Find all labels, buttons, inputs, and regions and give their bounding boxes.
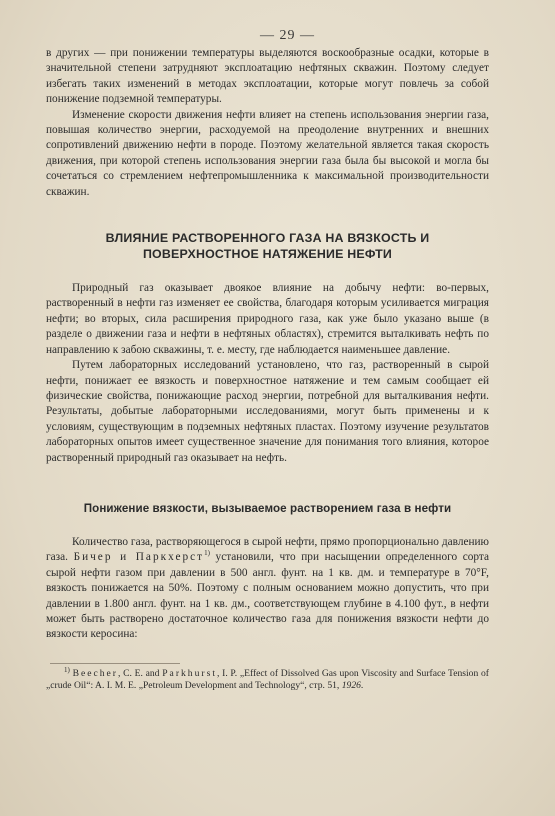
footnote-mid: , C. E. and xyxy=(118,667,160,679)
footnote-author-1: Beecher xyxy=(72,667,119,679)
paragraph-viscosity xyxy=(46,535,489,643)
footnote-divider xyxy=(50,663,180,664)
subsection-title: Понижение вязкости, вызываемое растворением газа в нефти xyxy=(83,501,452,515)
paragraph-viscosity-start: Количество газа, растворяющегося в сырой нефти, прямо пропорционально давлению газа. xyxy=(46,535,489,564)
author-names: Бичер и Паркхерст xyxy=(73,551,205,564)
paragraph-gas-influence: Природный газ оказывает двоякое влияние на добычу нефти: во-первых, растворенный в нефти газ изменяет ее свойства, благодаря которым усиливается миграция нефти; во вторых, сила расширения природного газа, как уже было указано выше (в разделе о движении газа и нефти в нефтяных областях), стремится выталкивать нефть по направлению к забою скважины, т. е. месту, где наблюдается наименьшее давление. xyxy=(46,282,489,356)
footnote xyxy=(46,665,489,693)
page-number: — 29 — xyxy=(260,28,315,43)
footnote-text: , I. P. „Effect of Dissolved Gas upon Viscosity and Surface Tension of „crude Oil“: A. I. M. E. „Petroleum Development and Technology“, стр. 51, xyxy=(46,667,489,692)
footnote-mark: 1) xyxy=(64,665,70,674)
paragraph-viscosity-end: установили, что при насыщении определенного сорта сырой нефти газом при давлении в 500 англ. фунт. на 1 кв. дм. и температуре в 70°F, вязкость понижается на 50%. Поэтому с полным основанием можно допустить, что при давлении в 1.800 англ. фунт. на 1 кв. дм., соответствующем глубине в 4.100 фут., в нефти может быть растворено достаточное количество газа для понижения вязкости нефти до вязкости керосина: xyxy=(46,551,490,641)
paragraph-oil-speed: Изменение скорости движения нефти влияет на степень использования энергии газа, повышая количество энергии, расходуемой на преодоление внутренних и внешних сопротивлений движению нефти в породе. Поэтому желательной является такая скорость движения, при которой степень использования энергии газа была бы высокой и могла бы сочетаться со стремлением нефтепромышленника к максимальной производительности скважин. xyxy=(46,108,489,198)
footnote-end: . xyxy=(360,680,364,692)
paragraph-continuation: в других — при понижении температуры выделяются воскообразные осадки, которые в значительной степени затрудняют эксплоатацию нефтяных скважин. Поэтому следует избегать таких изменений в методах эксплоатации, которые могут повлечь за собой понижение подземной температуры. xyxy=(46,47,489,106)
footnote-author-2: Parkhurst xyxy=(162,667,217,679)
section-title: ВЛИЯНИЕ РАСТВОРЕННОГО ГАЗА НА ВЯЗКОСТЬ И ПОВЕРХНОСТНОЕ НАТЯЖЕНИЕ НЕФТИ xyxy=(105,231,430,262)
footnote-year: 1926 xyxy=(341,680,361,692)
footnote-reference: 1) xyxy=(204,549,210,558)
paragraph-lab-research: Путем лабораторных исследований установлено, что газ, растворенный в сырой нефти, понижает ее вязкость и поверхностное натяжение и тем самым сообщает ей физические свойства, понижающие расход энергии, потребной для выталкивания нефти. Результаты, добытые лабораторными исследованиями, могут быть применены и к условиям, существующим в подземных нефтяных пластах. Поэтому изучение результатов лабораторных опытов имеет существенное значение для понимания того влияния, которое растворенный природный газ оказывает на нефть. xyxy=(46,359,489,464)
